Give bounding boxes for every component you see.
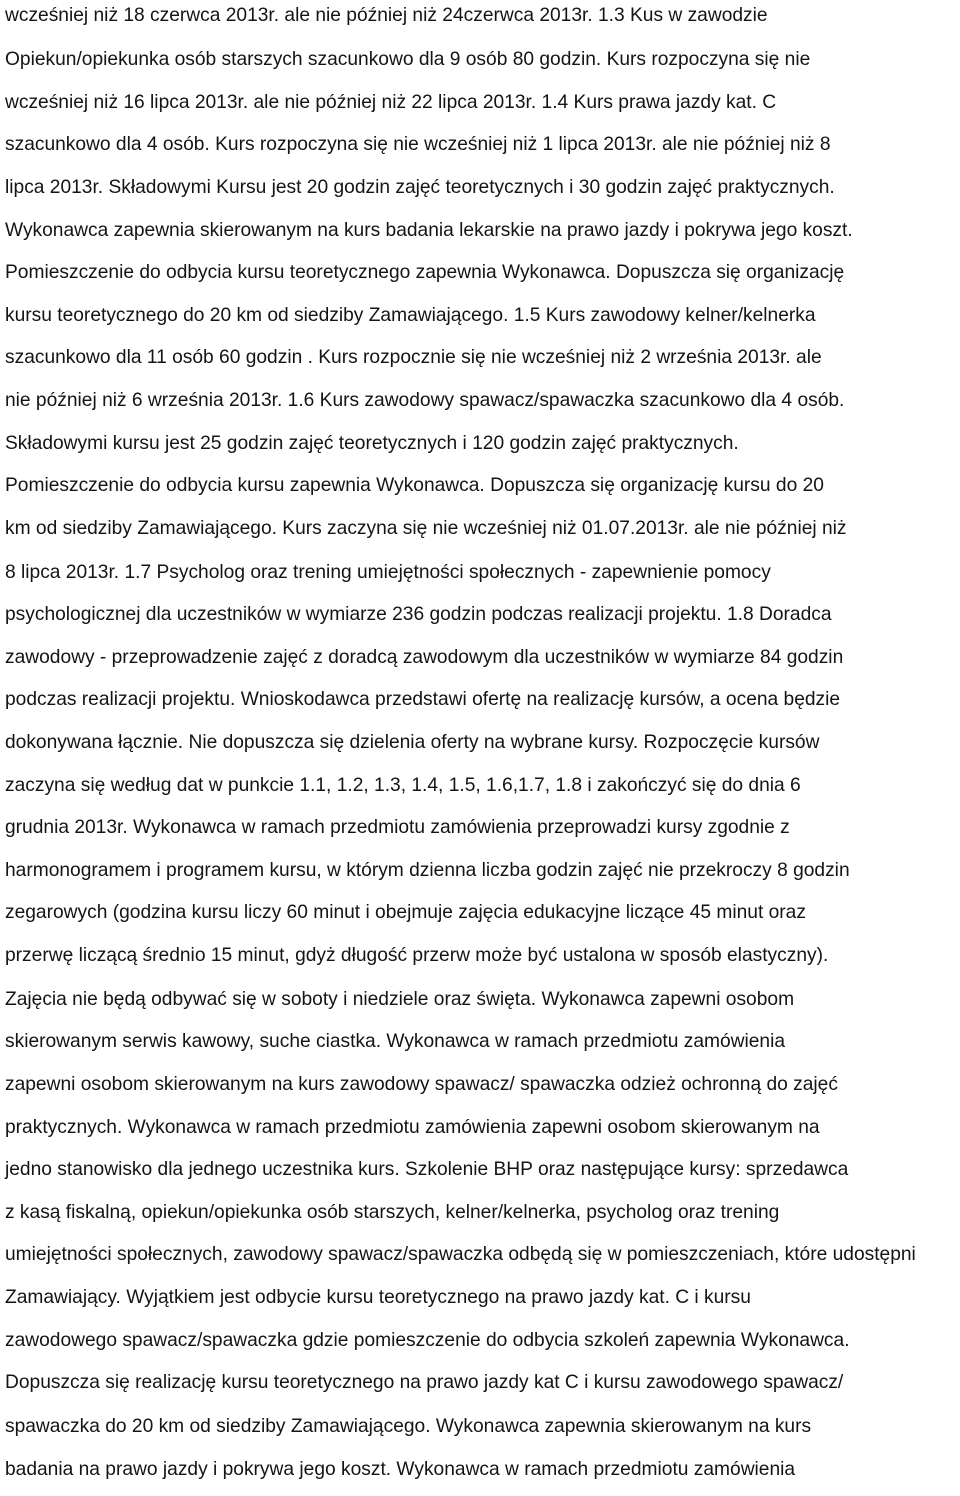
text-line: psychologicznej dla uczestników w wymiarze 236 godzin podczas realizacji projektu. 1.8 Doradca — [5, 604, 832, 625]
text-line: Składowymi kursu jest 25 godzin zajęć teoretycznych i 120 godzin zajęć praktycznych. — [5, 433, 739, 454]
text-line: praktycznych. Wykonawca w ramach przedmiotu zamówienia zapewni osobom skierowanym na — [5, 1117, 820, 1138]
text-line: Pomieszczenie do odbycia kursu teoretycznego zapewnia Wykonawca. Dopuszcza się organizację — [5, 262, 845, 283]
text-line: zapewni osobom skierowanym na kurs zawodowy spawacz/ spawaczka odzież ochronną do zajęć — [5, 1074, 838, 1095]
text-line: szacunkowo dla 4 osób. Kurs rozpoczyna się nie wcześniej niż 1 lipca 2013r. ale nie później niż 8 — [5, 134, 831, 155]
text-line: przerwę liczącą średnio 15 minut, gdyż długość przerw może być ustalona w sposób elastyczny). — [5, 945, 829, 966]
text-line: Opiekun/opiekunka osób starszych szacunkowo dla 9 osób 80 godzin. Kurs rozpoczyna się nie — [5, 49, 811, 70]
text-line: badania na prawo jazdy i pokrywa jego koszt. Wykonawca w ramach przedmiotu zamówienia — [5, 1459, 796, 1480]
text-line: podczas realizacji projektu. Wnioskodawca przedstawi ofertę na realizację kursów, a ocena będzie — [5, 689, 841, 710]
text-line: Zamawiający. Wyjątkiem jest odbycie kursu teoretycznego na prawo jazdy kat. C i kursu — [5, 1287, 751, 1308]
text-line: dokonywana łącznie. Nie dopuszcza się dzielenia oferty na wybrane kursy. Rozpoczęcie kursów — [5, 732, 820, 753]
text-line: zawodowy - przeprowadzenie zajęć z doradcą zawodowym dla uczestników w wymiarze 84 godzin — [5, 647, 844, 668]
text-line: grudnia 2013r. Wykonawca w ramach przedmiotu zamówienia przeprowadzi kursy zgodnie z — [5, 817, 790, 838]
text-line: Dopuszcza się realizację kursu teoretycznego na prawo jazdy kat C i kursu zawodowego spawacz/ — [5, 1372, 844, 1393]
text-line: 8 lipca 2013r. 1.7 Psycholog oraz trening umiejętności społecznych - zapewnienie pomocy — [5, 562, 771, 583]
text-line: z kasą fiskalną, opiekun/opiekunka osób starszych, kelner/kelnerka, psycholog oraz trening — [5, 1202, 780, 1223]
text-line: km od siedziby Zamawiającego. Kurs zaczyna się nie wcześniej niż 01.07.2013r. ale nie później niż — [5, 518, 847, 539]
text-line: Pomieszczenie do odbycia kursu zapewnia Wykonawca. Dopuszcza się organizację kursu do 20 — [5, 475, 824, 496]
text-line: zawodowego spawacz/spawaczka gdzie pomieszczenie do odbycia szkoleń zapewnia Wykonawca. — [5, 1330, 850, 1351]
text-line: harmonogramem i programem kursu, w którym dzienna liczba godzin zajęć nie przekroczy 8 godzin — [5, 860, 850, 881]
text-line: jedno stanowisko dla jednego uczestnika kurs. Szkolenie BHP oraz następujące kursy: sprzedawca — [5, 1159, 849, 1180]
text-line: Wykonawca zapewnia skierowanym na kurs badania lekarskie na prawo jazdy i pokrywa jego koszt. — [5, 220, 853, 241]
text-line: skierowanym serwis kawowy, suche ciastka. Wykonawca w ramach przedmiotu zamówienia — [5, 1031, 786, 1052]
text-line: zegarowych (godzina kursu liczy 60 minut i obejmuje zajęcia edukacyjne liczące 45 minut oraz — [5, 902, 806, 923]
text-line: nie później niż 6 września 2013r. 1.6 Kurs zawodowy spawacz/spawaczka szacunkowo dla 4 osób. — [5, 390, 845, 411]
text-line: umiejętności społecznych, zawodowy spawacz/spawaczka odbędą się w pomieszczeniach, które udostępni — [5, 1244, 916, 1265]
text-line: zaczyna się według dat w punkcie 1.1, 1.2, 1.3, 1.4, 1.5, 1.6,1.7, 1.8 i zakończyć się do dnia 6 — [5, 775, 801, 796]
text-line: wcześniej niż 16 lipca 2013r. ale nie później niż 22 lipca 2013r. 1.4 Kurs prawa jazdy kat. C — [5, 92, 777, 113]
text-line: lipca 2013r. Składowymi Kursu jest 20 godzin zajęć teoretycznych i 30 godzin zajęć praktycznych. — [5, 177, 835, 198]
text-line: kursu teoretycznego do 20 km od siedziby Zamawiającego. 1.5 Kurs zawodowy kelner/kelnerka — [5, 305, 816, 326]
text-line: Zajęcia nie będą odbywać się w soboty i niedziele oraz święta. Wykonawca zapewni osobom — [5, 989, 795, 1010]
text-line: spawaczka do 20 km od siedziby Zamawiającego. Wykonawca zapewnia skierowanym na kurs — [5, 1416, 812, 1437]
text-line: szacunkowo dla 11 osób 60 godzin . Kurs rozpocznie się nie wcześniej niż 2 września 2013r. ale — [5, 347, 822, 368]
text-line: wcześniej niż 18 czerwca 2013r. ale nie później niż 24czerwca 2013r. 1.3 Kus w zawodzie — [5, 5, 768, 26]
